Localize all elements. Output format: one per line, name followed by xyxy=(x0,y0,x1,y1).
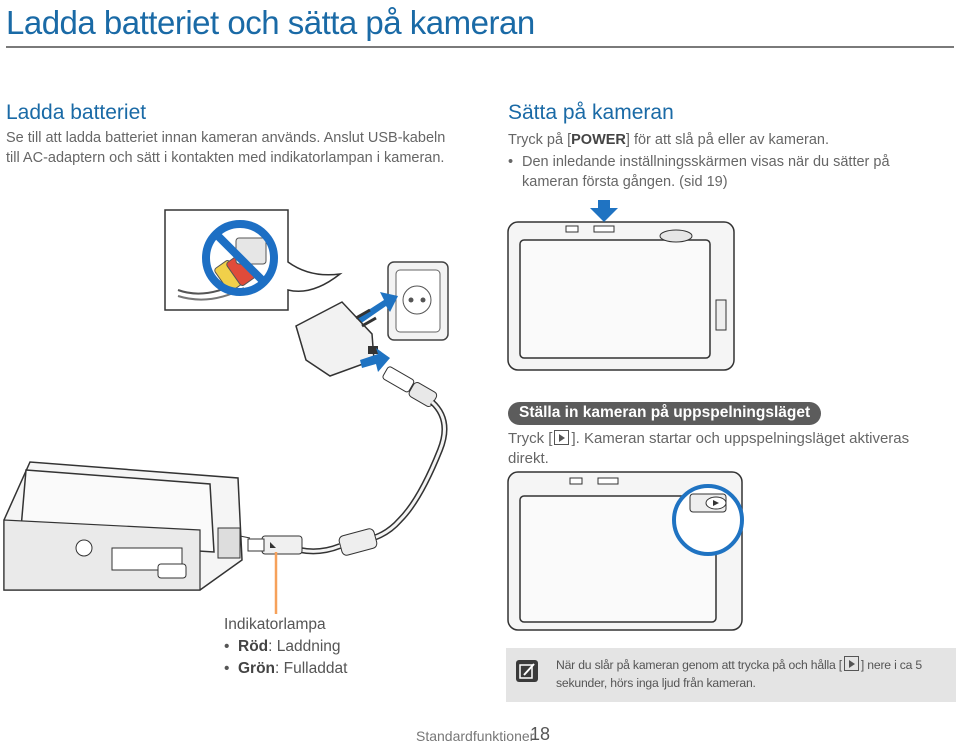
arrow-power-button xyxy=(590,200,618,222)
indicator-legend xyxy=(224,614,347,680)
indicator-text-red: : Laddning xyxy=(268,638,341,655)
power-bullet-text: Den inledande inställningsskärmen visas när du sätter på kameran första gången. (sid 19) xyxy=(522,154,890,190)
section-title-power-on: Sätta på kameran xyxy=(508,101,674,124)
play-button-icon xyxy=(554,430,569,445)
playback-text-post: ]. Kameran startar och uppspelningsläget aktiveras direkt. xyxy=(508,430,910,467)
play-button-icon xyxy=(844,656,859,671)
note-text xyxy=(556,656,952,692)
camera-playback-view xyxy=(508,472,742,630)
power-instruction-post: ] för att slå på eller av kameran. xyxy=(625,132,829,148)
indicator-text-green: : Fulladdat xyxy=(275,660,348,677)
section-title-charge: Ladda batteriet xyxy=(6,101,147,124)
bullet-dot: • xyxy=(224,660,230,677)
power-key-label: POWER xyxy=(571,132,626,148)
footer-section-label: Standardfunktioner xyxy=(416,728,535,744)
charge-instructions: Se till att ladda batteriet innan kameran används. Anslut USB-kabeln till AC-adaptern och sätt i kontakten med indikatorlampan i kameran. xyxy=(6,130,446,166)
usb-cable xyxy=(248,366,445,557)
indicator-title: Indikatorlampa xyxy=(224,616,326,633)
power-instruction-pre: Tryck på [ xyxy=(508,132,572,148)
camera-screen-top xyxy=(520,240,710,358)
note-text-post: ] nere i ca 5 sekunder, hörs inga ljud från kameran. xyxy=(556,658,923,690)
page-number: 18 xyxy=(530,724,551,744)
indicator-item-red xyxy=(224,636,347,658)
wall-socket xyxy=(388,262,448,340)
page-title: Ladda batteriet och sätta på kameran xyxy=(6,4,535,41)
indicator-item-green xyxy=(224,658,347,680)
indicator-label-green: Grön xyxy=(238,660,276,677)
camera-power-view xyxy=(508,222,734,370)
playback-text-pre: Tryck [ xyxy=(508,430,553,447)
camera-charging xyxy=(4,462,250,590)
power-button xyxy=(594,226,614,232)
playback-instruction xyxy=(508,429,928,469)
prohibition-callout xyxy=(165,210,340,310)
bullet-dot: • xyxy=(224,638,230,655)
note-text-pre: När du slår på kameran genom att trycka på och hålla [ xyxy=(556,658,842,672)
indicator-label-red: Röd xyxy=(238,638,269,655)
pencil-note-icon xyxy=(516,660,538,682)
bullet-dot: • xyxy=(508,154,514,170)
playback-badge: Ställa in kameran på uppspelningsläget xyxy=(508,402,821,425)
